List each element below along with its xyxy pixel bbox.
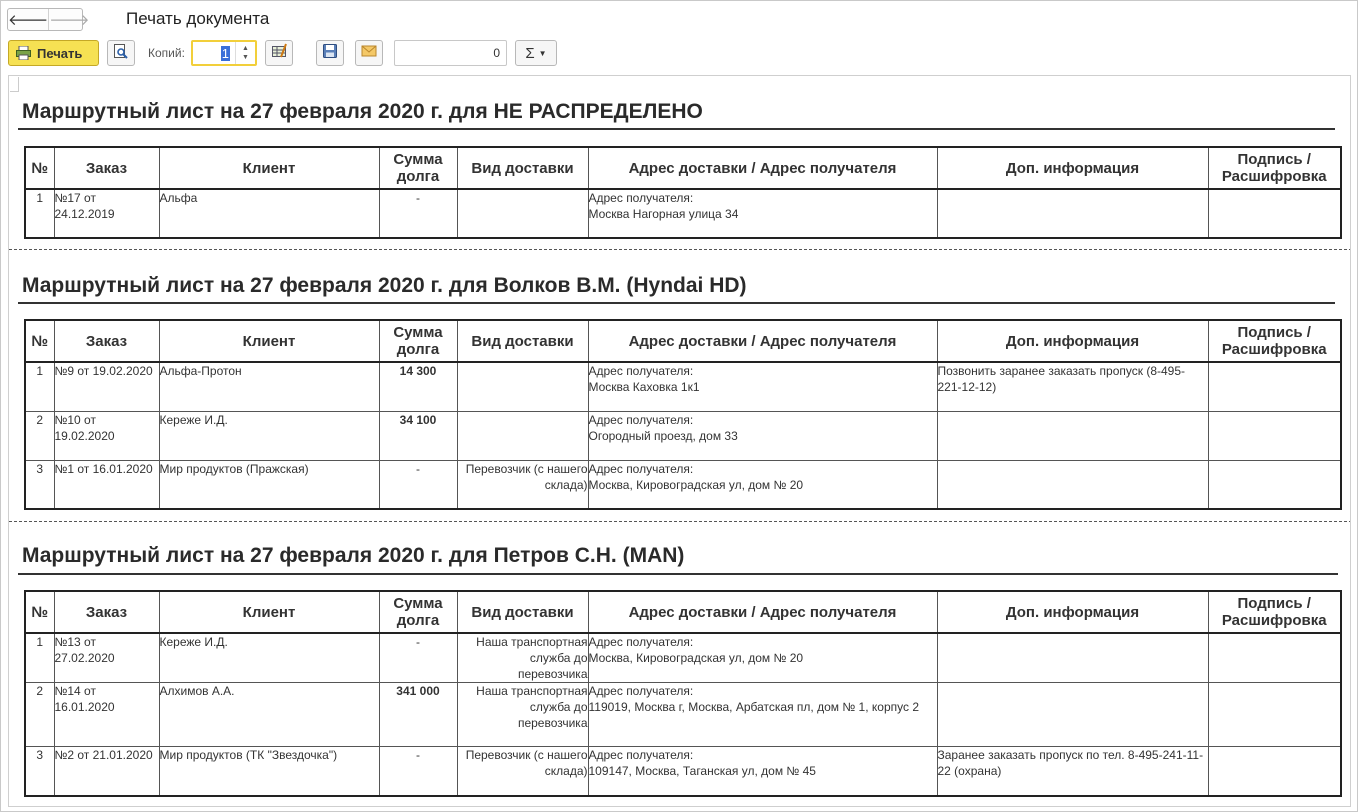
back-button[interactable] xyxy=(8,9,48,30)
cell-address[interactable] xyxy=(588,747,937,796)
print-button-label: Печать xyxy=(37,45,83,61)
header-no: № xyxy=(25,591,54,633)
address-text: Адрес получателя: Москва Нагорная улица 34 xyxy=(588,191,739,221)
cell-sum[interactable]: 14 300 xyxy=(379,362,457,411)
table-row[interactable] xyxy=(25,189,1341,238)
header-address: Адрес доставки / Адрес получателя xyxy=(588,147,937,189)
cell-client[interactable]: Мир продуктов (ТК "Звездочка") xyxy=(159,747,379,796)
header-no: № xyxy=(25,320,54,362)
cell-signature[interactable] xyxy=(1208,460,1341,509)
sum-mode-button[interactable] xyxy=(515,40,557,66)
cell-delivery[interactable] xyxy=(457,189,588,238)
cell-sum[interactable]: - xyxy=(379,189,457,238)
cell-info[interactable] xyxy=(937,189,1208,238)
page-break xyxy=(9,521,1351,522)
cell-signature[interactable] xyxy=(1208,747,1341,796)
header-sum: Сумма долга xyxy=(379,320,457,362)
print-button[interactable] xyxy=(8,40,99,66)
cell-no[interactable]: 1 xyxy=(25,633,54,683)
cell-signature[interactable] xyxy=(1208,362,1341,411)
forward-button[interactable] xyxy=(48,9,89,30)
cell-info[interactable]: Позвонить заранее заказать пропуск (8-495-221-12-12) xyxy=(937,362,1208,411)
cell-info[interactable] xyxy=(937,683,1208,747)
header-signature: Подпись / Расшифровка xyxy=(1208,147,1341,189)
cell-order[interactable]: №14 от 16.01.2020 xyxy=(54,683,159,747)
header-client: Клиент xyxy=(159,591,379,633)
table-row[interactable] xyxy=(25,747,1341,796)
header-info: Доп. информация xyxy=(937,591,1208,633)
chevron-down-icon: ▼ xyxy=(538,48,547,58)
cell-delivery[interactable]: Перевозчик (с нашего склада) xyxy=(457,747,588,796)
cell-address[interactable] xyxy=(588,411,937,460)
cell-no[interactable]: 3 xyxy=(25,747,54,796)
cell-delivery[interactable]: Наша транспортная служба до перевозчика xyxy=(457,683,588,747)
cell-no[interactable]: 1 xyxy=(25,189,54,238)
spreadsheet-document[interactable] xyxy=(8,75,1351,807)
cell-client[interactable]: Альфа xyxy=(159,189,379,238)
cell-delivery[interactable] xyxy=(457,411,588,460)
header-delivery: Вид доставки xyxy=(457,591,588,633)
route-table xyxy=(24,590,1342,797)
window-title: Печать документа xyxy=(126,9,270,28)
selection-sum-field: 0 xyxy=(394,40,507,66)
send-email-button[interactable] xyxy=(355,40,383,66)
save-button[interactable] xyxy=(316,40,344,66)
cell-client[interactable]: Алхимов А.А. xyxy=(159,683,379,747)
address-text: Адрес получателя: 119019, Москва г, Москва, Арбатская пл, дом № 1, корпус 2 xyxy=(588,684,919,714)
table-row[interactable] xyxy=(25,460,1341,509)
title-underline xyxy=(18,128,1335,130)
table-row[interactable] xyxy=(25,411,1341,460)
sheet-title: Маршрутный лист на 27 февраля 2020 г. для НЕ РАСПРЕДЕЛЕНО xyxy=(22,100,703,123)
cell-order[interactable]: №9 от 19.02.2020 xyxy=(54,362,159,411)
header-delivery: Вид доставки xyxy=(457,320,588,362)
header-delivery: Вид доставки xyxy=(457,147,588,189)
cell-address[interactable] xyxy=(588,633,937,683)
cell-order[interactable]: №2 от 21.01.2020 xyxy=(54,747,159,796)
cell-no[interactable]: 1 xyxy=(25,362,54,411)
cell-no[interactable]: 2 xyxy=(25,411,54,460)
header-order: Заказ xyxy=(54,320,159,362)
cell-address[interactable] xyxy=(588,362,937,411)
header-address: Адрес доставки / Адрес получателя xyxy=(588,320,937,362)
title-underline xyxy=(18,302,1335,304)
cell-signature[interactable] xyxy=(1208,411,1341,460)
title-underline xyxy=(18,573,1338,575)
envelope-icon xyxy=(361,44,377,63)
copies-label: Копий: xyxy=(148,46,185,60)
address-text: Адрес получателя: Москва, Кировоградская ул, дом № 20 xyxy=(588,635,804,665)
table-header-row xyxy=(25,320,1341,362)
cell-sum[interactable]: - xyxy=(379,460,457,509)
sheet-title: Маршрутный лист на 27 февраля 2020 г. для Петров С.Н. (MAN) xyxy=(22,544,685,567)
header-address: Адрес доставки / Адрес получателя xyxy=(588,591,937,633)
address-text: Адрес получателя: Москва, Кировоградская ул, дом № 20 xyxy=(588,461,804,492)
cell-signature[interactable] xyxy=(1208,683,1341,747)
cell-order[interactable]: №1 от 16.01.2020 xyxy=(54,460,159,509)
cell-address[interactable] xyxy=(588,189,937,238)
cell-client[interactable]: Мир продуктов (Пражская) xyxy=(159,460,379,509)
address-text: Адрес получателя: Москва Каховка 1к1 xyxy=(588,364,700,394)
cell-client[interactable]: Кереже И.Д. xyxy=(159,411,379,460)
copies-value[interactable]: 1 xyxy=(221,45,229,61)
preview-icon xyxy=(113,43,129,64)
header-info: Доп. информация xyxy=(937,320,1208,362)
cell-order[interactable]: №10 от 19.02.2020 xyxy=(54,411,159,460)
cell-order[interactable]: №13 от 27.02.2020 xyxy=(54,633,159,683)
chevron-down-icon[interactable]: ▼ xyxy=(242,54,249,61)
route-table xyxy=(24,146,1342,239)
cell-signature[interactable] xyxy=(1208,189,1341,238)
cell-no[interactable]: 3 xyxy=(25,460,54,509)
address-text: Адрес получателя: Огородный проезд, дом 33 xyxy=(588,412,738,443)
cell-info[interactable] xyxy=(937,460,1208,509)
sigma-icon: Σ xyxy=(525,44,535,62)
printer-icon xyxy=(16,46,31,60)
edit-mode-button[interactable] xyxy=(265,40,293,66)
address-text: Адрес получателя: 109147, Москва, Таганская ул, дом № 45 xyxy=(588,748,816,778)
cell-client[interactable]: Альфа-Протон xyxy=(159,362,379,411)
cell-address[interactable] xyxy=(588,683,937,747)
cell-sum[interactable]: - xyxy=(379,747,457,796)
cell-client[interactable]: Кереже И.Д. xyxy=(159,633,379,683)
cell-sum[interactable]: 34 100 xyxy=(379,411,457,460)
table-header-row xyxy=(25,591,1341,633)
edit-table-icon xyxy=(271,43,287,64)
arrow-right-icon: 🡒 xyxy=(49,12,90,29)
chevron-up-icon[interactable]: ▲ xyxy=(242,45,249,52)
header-signature: Подпись / Расшифровка xyxy=(1208,591,1341,633)
cell-delivery[interactable]: Наша транспортная служба до перевозчика xyxy=(457,633,588,683)
table-row[interactable] xyxy=(25,362,1341,411)
header-sum: Сумма долга xyxy=(379,591,457,633)
header-no: № xyxy=(25,147,54,189)
table-header-row xyxy=(25,147,1341,189)
table-row[interactable] xyxy=(25,683,1341,747)
header-client: Клиент xyxy=(159,147,379,189)
cell-sum[interactable]: - xyxy=(379,633,457,683)
header-signature: Подпись / Расшифровка xyxy=(1208,320,1341,362)
header-client: Клиент xyxy=(159,320,379,362)
header-info: Доп. информация xyxy=(937,147,1208,189)
cell-no[interactable]: 2 xyxy=(25,683,54,747)
copies-spin[interactable] xyxy=(235,42,255,64)
page-break xyxy=(9,249,1351,250)
header-sum: Сумма долга xyxy=(379,147,457,189)
preview-button[interactable] xyxy=(107,40,135,66)
cell-delivery[interactable]: Перевозчик (с нашего склада) xyxy=(457,460,588,509)
cell-info[interactable] xyxy=(937,411,1208,460)
cell-sum[interactable]: 341 000 xyxy=(379,683,457,747)
cell-signature[interactable] xyxy=(1208,633,1341,683)
arrow-left-icon: 🡐 xyxy=(8,12,49,29)
sheet-title: Маршрутный лист на 27 февраля 2020 г. для Волков В.М. (Hyndai HD) xyxy=(22,274,747,297)
header-order: Заказ xyxy=(54,591,159,633)
table-row[interactable] xyxy=(25,633,1341,683)
cell-order[interactable]: №17 от 24.12.2019 xyxy=(54,189,159,238)
cell-delivery[interactable] xyxy=(457,362,588,411)
cell-info[interactable] xyxy=(937,633,1208,683)
floppy-disk-icon xyxy=(322,43,338,64)
cell-address[interactable] xyxy=(588,460,937,509)
header-order: Заказ xyxy=(54,147,159,189)
copies-stepper[interactable] xyxy=(191,40,257,66)
route-table xyxy=(24,319,1342,510)
cell-info[interactable]: Заранее заказать пропуск по тел. 8-495-241-11-22 (охрана) xyxy=(937,747,1208,796)
navigation-buttons xyxy=(7,8,90,31)
sheet-corner xyxy=(10,77,19,92)
